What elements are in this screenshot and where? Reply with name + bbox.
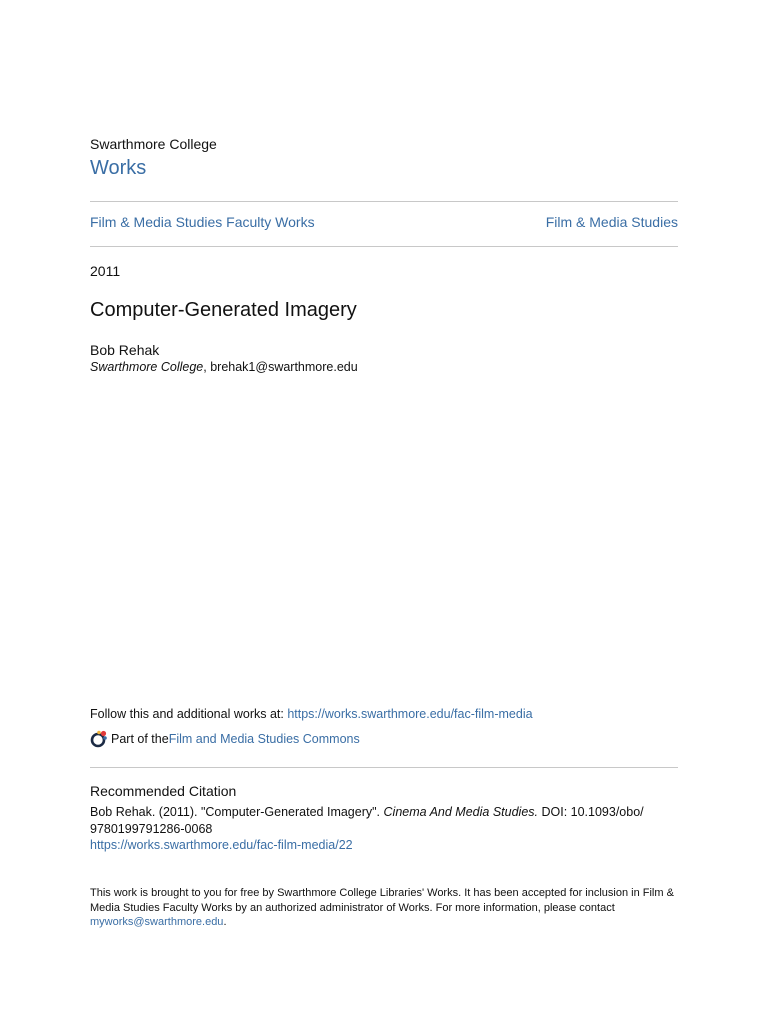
citation-text bbox=[90, 804, 650, 838]
footer-end: . bbox=[223, 916, 227, 928]
part-of-line bbox=[90, 730, 360, 748]
contact-email-link[interactable]: myworks@swarthmore.edu bbox=[90, 916, 224, 928]
institution-name: Swarthmore College bbox=[90, 136, 217, 152]
cover-page bbox=[90, 0, 678, 1024]
affiliation-institution: Swarthmore College bbox=[90, 360, 204, 374]
repository-link[interactable]: Works bbox=[90, 157, 147, 179]
author-email: brehak1@swarthmore.edu bbox=[210, 360, 358, 374]
follow-url-link[interactable]: https://works.swarthmore.edu/fac-film-media bbox=[287, 707, 533, 721]
commons-link[interactable]: Film and Media Studies Commons bbox=[168, 732, 360, 746]
collection-link[interactable]: Film & Media Studies Faculty Works bbox=[90, 214, 315, 230]
author-name: Bob Rehak bbox=[90, 342, 160, 358]
publication-year: 2011 bbox=[90, 263, 121, 279]
footer-notice bbox=[90, 886, 678, 930]
divider bbox=[90, 767, 678, 768]
citation-url-link[interactable]: https://works.swarthmore.edu/fac-film-media/22 bbox=[90, 838, 353, 852]
citation-journal: Cinema And Media Studies. bbox=[383, 805, 538, 819]
follow-line bbox=[90, 707, 533, 721]
follow-prefix: Follow this and additional works at: bbox=[90, 707, 288, 721]
citation-doi: DOI: 10.1093/obo/ 9780199791286-0068 bbox=[90, 805, 644, 836]
divider bbox=[90, 201, 678, 202]
author-affiliation: Swarthmore College, brehak1@swarthmore.edu bbox=[90, 360, 358, 374]
footer-text: This work is brought to you for free by Swarthmore College Libraries' Works. It has been accepted for inclusion in Film & Media Studies Faculty Works by an authorized administrator of Works. For more information, please contact bbox=[90, 887, 674, 914]
department-link[interactable]: Film & Media Studies bbox=[545, 214, 678, 230]
network-commons-icon bbox=[90, 730, 108, 748]
citation-heading: Recommended Citation bbox=[90, 783, 237, 799]
article-title: Computer-Generated Imagery bbox=[90, 299, 357, 321]
citation-prefix: Bob Rehak. (2011). "Computer-Generated Imagery". bbox=[90, 805, 384, 819]
part-of-prefix: Part of the bbox=[111, 732, 169, 746]
divider bbox=[90, 246, 678, 247]
